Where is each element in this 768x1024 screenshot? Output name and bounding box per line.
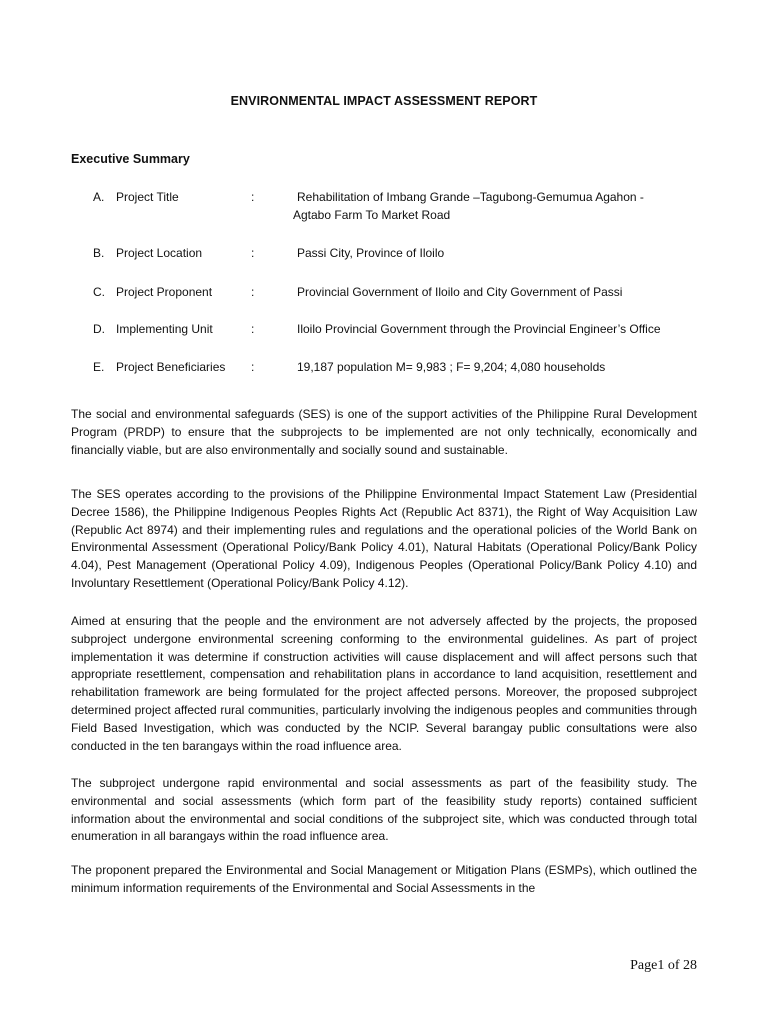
item-letter: D.	[93, 322, 105, 336]
item-colon: :	[251, 246, 255, 260]
paragraph-assessments: The subproject undergone rapid environmental and social assessments as part of the feasibility study. The environmental and social assessments (which form part of the feasibility study reports) contained sufficient information about the environmental and social conditions of the subproject site, which was conducted through total enumeration in all barangays within the road influence area.	[71, 776, 697, 844]
item-letter: A.	[93, 190, 105, 204]
item-value: Passi City, Province of Iloilo	[297, 246, 445, 260]
item-label: Implementing Unit	[116, 322, 213, 336]
item-value	[293, 188, 697, 224]
item-value: 19,187 population M= 9,983 ; F= 9,204; 4,080 households	[297, 360, 606, 374]
document-title: ENVIRONMENTAL IMPACT ASSESSMENT REPORT	[230, 94, 538, 108]
item-letter: E.	[93, 360, 105, 374]
item-letter: C.	[93, 285, 105, 299]
item-colon: :	[251, 190, 255, 204]
item-colon: :	[251, 285, 255, 299]
item-value-line1: Rehabilitation of Imbang Grande –Tagubong-Gemumua Agahon -	[297, 190, 644, 204]
paragraph-ses-legal-basis: The SES operates according to the provisions of the Philippine Environmental Impact Statement Law (Presidential Decree 1586), the Philippine Indigenous Peoples Rights Act (Republic Act 8371), the Right of Way Acquisition Law (Republic Act 8974) and their implementing rules and regulations and the operational policies of the World Bank on Environmental Assessment (Operational Policy/Bank Policy 4.01), Natural Habitats (Operational Policy/Bank Policy 4.04), Pest Management (Operational Policy 4.09), Indigenous Peoples (Operational Policy/Bank Policy 4.10) and Involuntary Resettlement (Operational Policy/Bank Policy 4.12).	[71, 487, 697, 590]
item-colon: :	[251, 360, 255, 374]
item-label: Project Title	[116, 190, 179, 204]
item-label: Project Beneficiaries	[116, 360, 226, 374]
executive-summary-heading: Executive Summary	[71, 152, 190, 166]
paragraph-screening: Aimed at ensuring that the people and the environment are not adversely affected by the projects, the proposed subproject undergone environmental screening conforming to the environmental guidelines. As part of project implementation it was determine if construction activities will cause displacement and will affect persons such that appropriate resettlement, compensation and rehabilitation plans in accordance to land acquisition, resettlement and rehabilitation framework are being formulated for the project affected persons. Moreover, the proposed subproject determined project affected rural communities, particularly involving the indigenous peoples and communities through Field Based Investigation, which was conducted by the NCIP. Several barangay public consultations were also conducted in the ten barangays within the road influence area.	[71, 614, 697, 753]
item-colon: :	[251, 322, 255, 336]
item-value-line2: Agtabo Farm To Market Road	[293, 208, 451, 222]
item-letter: B.	[93, 246, 105, 260]
item-label: Project Proponent	[116, 285, 213, 299]
paragraph-esmp: The proponent prepared the Environmental and Social Management or Mitigation Plans (ESMPs), which outlined the minimum information requirements of the Environmental and Social Assessments in the	[71, 863, 697, 895]
page-number: Page1 of 28	[630, 958, 697, 973]
item-value: Provincial Government of Iloilo and City Government of Passi	[297, 285, 623, 299]
paragraph-ses-intro: The social and environmental safeguards (SES) is one of the support activities of the Philippine Rural Development Program (PRDP) to ensure that the subprojects to be implemented are not only technically, economically and financially viable, but are also environmentally and socially sound and sustainable.	[71, 407, 697, 457]
item-label: Project Location	[116, 246, 203, 260]
item-value: Iloilo Provincial Government through the Provincial Engineer’s Office	[297, 322, 661, 336]
